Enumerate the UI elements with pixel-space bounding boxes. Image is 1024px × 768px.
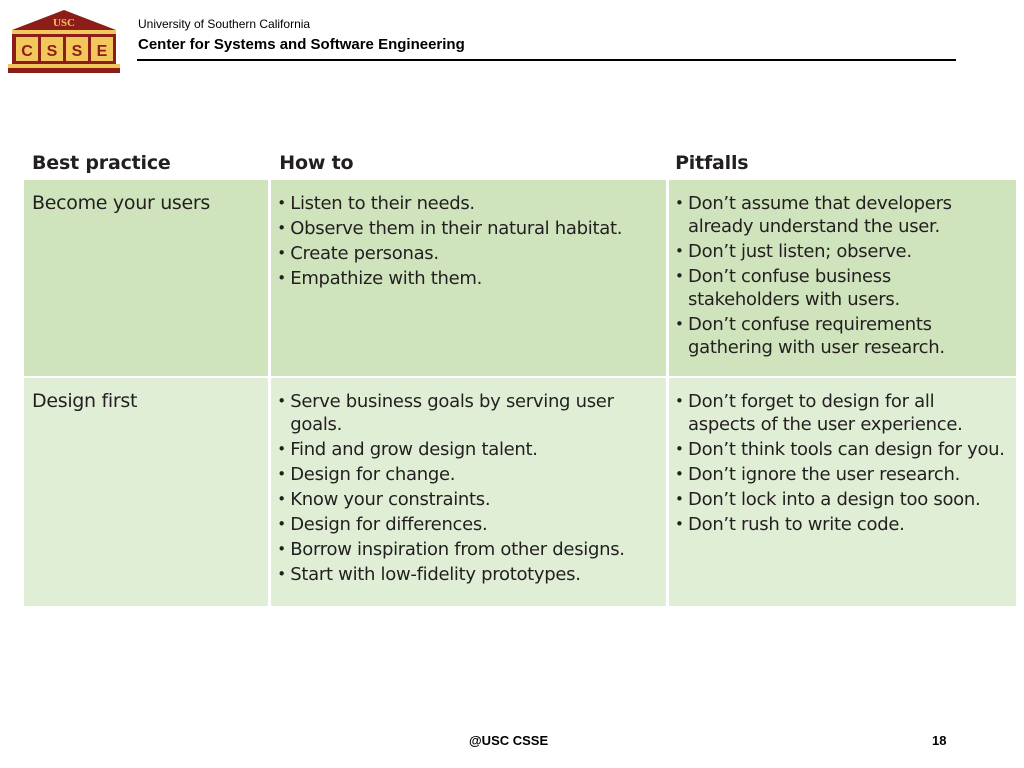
list-item: • Don’t lock into a design too soon. bbox=[675, 488, 1016, 511]
header-pitfalls: Pitfalls bbox=[675, 152, 749, 174]
best-practices-table bbox=[24, 145, 1016, 606]
list-item: • Know your constraints. bbox=[277, 488, 666, 511]
list-item: • Design for change. bbox=[277, 463, 666, 486]
table-header-row bbox=[24, 145, 1016, 180]
list-item: • Don’t just listen; observe. bbox=[675, 240, 1016, 263]
usc-csse-logo bbox=[8, 8, 120, 74]
logo-letter-s2: S bbox=[71, 43, 83, 60]
table-row bbox=[24, 378, 1016, 606]
header-text bbox=[138, 17, 465, 53]
list-item: • Serve business goals by serving user goals. bbox=[277, 390, 666, 436]
university-name: University of Southern California bbox=[138, 17, 311, 31]
list-item: • Start with low-fidelity prototypes. bbox=[277, 563, 666, 586]
list-item: • Borrow inspiration from other designs. bbox=[277, 538, 666, 561]
list-item: • Create personas. bbox=[277, 242, 666, 265]
header-best-practice: Best practice bbox=[32, 152, 171, 174]
how-to-list bbox=[271, 378, 666, 586]
pitfalls-cell bbox=[669, 378, 1016, 606]
list-item: • Don’t confuse requirements gathering with user research. bbox=[675, 313, 1016, 359]
best-practice-text: Design first bbox=[32, 390, 138, 412]
pitfalls-cell bbox=[669, 180, 1016, 376]
list-item: • Listen to their needs. bbox=[277, 192, 666, 215]
pitfalls-list bbox=[669, 180, 1016, 359]
list-item: • Find and grow design talent. bbox=[277, 438, 666, 461]
logo-letter-e: E bbox=[96, 43, 108, 60]
pitfalls-list bbox=[669, 378, 1016, 536]
how-to-cell bbox=[271, 378, 666, 606]
best-practice-cell bbox=[24, 378, 268, 606]
table-row bbox=[24, 180, 1016, 376]
list-item: • Empathize with them. bbox=[277, 267, 666, 290]
list-item: • Don’t assume that developers already understand the user. bbox=[675, 192, 1016, 238]
logo-usc-text: USC bbox=[52, 17, 76, 29]
logo-letter-s1: S bbox=[46, 43, 58, 60]
list-item: • Don’t forget to design for all aspects of the user experience. bbox=[675, 390, 1016, 436]
how-to-list bbox=[271, 180, 666, 290]
list-item: • Don’t ignore the user research. bbox=[675, 463, 1016, 486]
best-practice-text: Become your users bbox=[32, 192, 211, 214]
list-item: • Design for differences. bbox=[277, 513, 666, 536]
footer-copyright: @USC CSSE bbox=[469, 733, 549, 748]
how-to-cell bbox=[271, 180, 666, 376]
header-how-to: How to bbox=[279, 152, 354, 174]
list-item: • Don’t rush to write code. bbox=[675, 513, 1016, 536]
best-practice-cell bbox=[24, 180, 268, 376]
page-number: 18 bbox=[932, 733, 947, 748]
list-item: • Don’t confuse business stakeholders with users. bbox=[675, 265, 1016, 311]
list-item: • Don’t think tools can design for you. bbox=[675, 438, 1016, 461]
logo-letter-c: C bbox=[21, 43, 33, 60]
header-divider bbox=[137, 59, 956, 61]
list-item: • Observe them in their natural habitat. bbox=[277, 217, 666, 240]
center-name: Center for Systems and Software Engineering bbox=[138, 36, 465, 53]
